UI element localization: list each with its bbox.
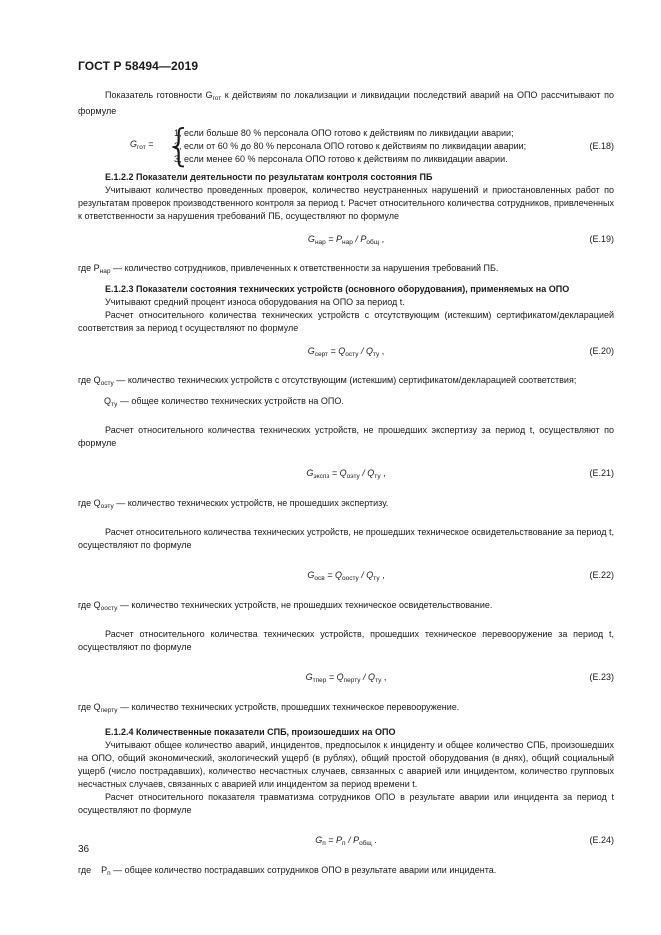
document-code: ГОСТ Р 58494—2019 [78, 59, 199, 73]
page-number: 36 [78, 844, 90, 855]
equation-number: (E.22) [589, 570, 614, 580]
where-e22: где $Q_{оосту}$ — количество технических устройств, не прошедших техническое освидетельствование. [78, 600, 493, 612]
equation-number: (E.20) [589, 346, 614, 356]
where-e20-a: где $Q_{осту}$ — количество технических устройств с отсутствующим (истекшим) сертификатом/декларацией соответствия; [78, 375, 577, 387]
section-e124-body-2: Расчет относительного показателя травматизма сотрудников ОПО в результате аварии или инцидента за период t осуществляют по формуле [78, 792, 614, 815]
case-line-2: 2, если от 60 % до 80 % персонала ОПО готово к действиям по ликвидации аварии; [174, 141, 527, 151]
where-e19: где $P_{нар}$ — количество сотрудников, привлеченных к ответственности за нарушения требований ПБ. [78, 263, 499, 275]
cases-lhs: $G_{гот}$ = [130, 139, 154, 151]
case-line-3: 3, если менее 60 % персонала ОПО готово к действиям по ликвидации аварии. [174, 154, 508, 164]
section-e123-body-1: Учитывают средний процент износа оборудования на ОПО за период t. [105, 297, 405, 307]
equation-number: (E.23) [589, 672, 614, 682]
section-e124-body-1: Учитывают общее количество аварий, инцидентов, предпосылок к инциденту и общее количество СПБ, произошедших на ОПО, общий экономический, экологический ущерб (в рублях), общий простой оборудования (в днях), общий социальный ущерб (число пострадавших), количество несчастных случаев, связанных с аварией или инцидентом, количество групповых несчастных случаев, связанных с аварией или инцидентом за период времени t. [78, 740, 614, 789]
section-e123-body-2: Расчет относительного количества технических устройств с отсутствующим (истекшим) сертификатом/декларацией соответствия за период t осуществляют по формуле [78, 310, 614, 333]
formula-e22: $G_{осв} = Q_{оосту} / Q_{ту}$ , (E.22) [307, 570, 614, 582]
formula-e23: $G_{тпер} = Q_{перту} / Q_{ту}$ , (E.23) [305, 672, 614, 684]
cases-lines [174, 127, 526, 166]
where-e20-b: $Q_{ту}$ — общее количество технических устройств на ОПО. [104, 396, 344, 408]
formula-e20: $G_{серт} = Q_{осту} / Q_{ту}$ , (E.20) [307, 346, 614, 358]
page-content [78, 89, 614, 880]
case-line-1: 1, если больше 80 % персонала ОПО готово к действиям по ликвидации аварии; [174, 128, 514, 138]
intro-paragraph: Показатель готовности $G_{гот}$ к действиям по локализации и ликвидации последствий аварий на ОПО рассчитывают по формуле [78, 90, 614, 116]
curly-brace-icon: { [165, 120, 193, 171]
formula-e19: $G_{нар} = P_{нар} / P_{общ}$ , (E.19) [307, 234, 614, 246]
formula-e21: $G_{экспз} = Q_{оэту} / Q_{ту}$ , (E.21) [306, 468, 614, 480]
section-e123-body-4: Расчет относительного количества технических устройств, не прошедших техническое освидетельствование за период t, осуществляют по формуле [78, 527, 614, 550]
section-e123-body-5: Расчет относительного количества технических устройств, прошедших техническое перевооружение за период t, осуществляют по формуле [78, 629, 614, 652]
equation-number: (E.19) [589, 234, 614, 244]
equation-number: (E.21) [589, 468, 614, 478]
equation-number: (E.24) [589, 835, 614, 845]
section-heading-e124: Е.1.2.4 Количественные показатели СПБ, произошедших на ОПО [105, 727, 396, 737]
section-heading-e123: Е.1.2.3 Показатели состояния технических устройств (основного оборудования), применяемых на ОПО [105, 284, 570, 294]
formula-e24: $G_п = P_п / P_{общ}$ . (E.24) [315, 835, 614, 847]
section-e123-body-3: Расчет относительного количества технических устройств, не прошедших экспертизу за период t, осуществляют по формуле [78, 425, 614, 448]
equation-number: (E.18) [589, 141, 614, 151]
where-e24: где $P_п$ — общее количество пострадавших сотрудников ОПО в результате аварии или инцидента. [78, 865, 497, 877]
where-e21: где $Q_{оэту}$ — количество технических устройств, не прошедших экспертизу. [78, 498, 389, 510]
section-e122-body: Учитывают количество проведенных проверок, количество неустраненных нарушений и приостановленных работ по результатам проверок производственного контроля за период t. Расчет относительного количества сотрудников, привлеченных к ответственности за нарушения требований ПБ, осуществляют по формуле [78, 185, 614, 221]
where-e23: где $Q_{перту}$ — количество технических устройств, прошедших техническое перевооружение. [78, 702, 460, 714]
formula-e18 [78, 120, 614, 171]
section-heading-e122: Е.1.2.2 Показатели деятельности по результатам контроля состояния ПБ [105, 172, 433, 182]
